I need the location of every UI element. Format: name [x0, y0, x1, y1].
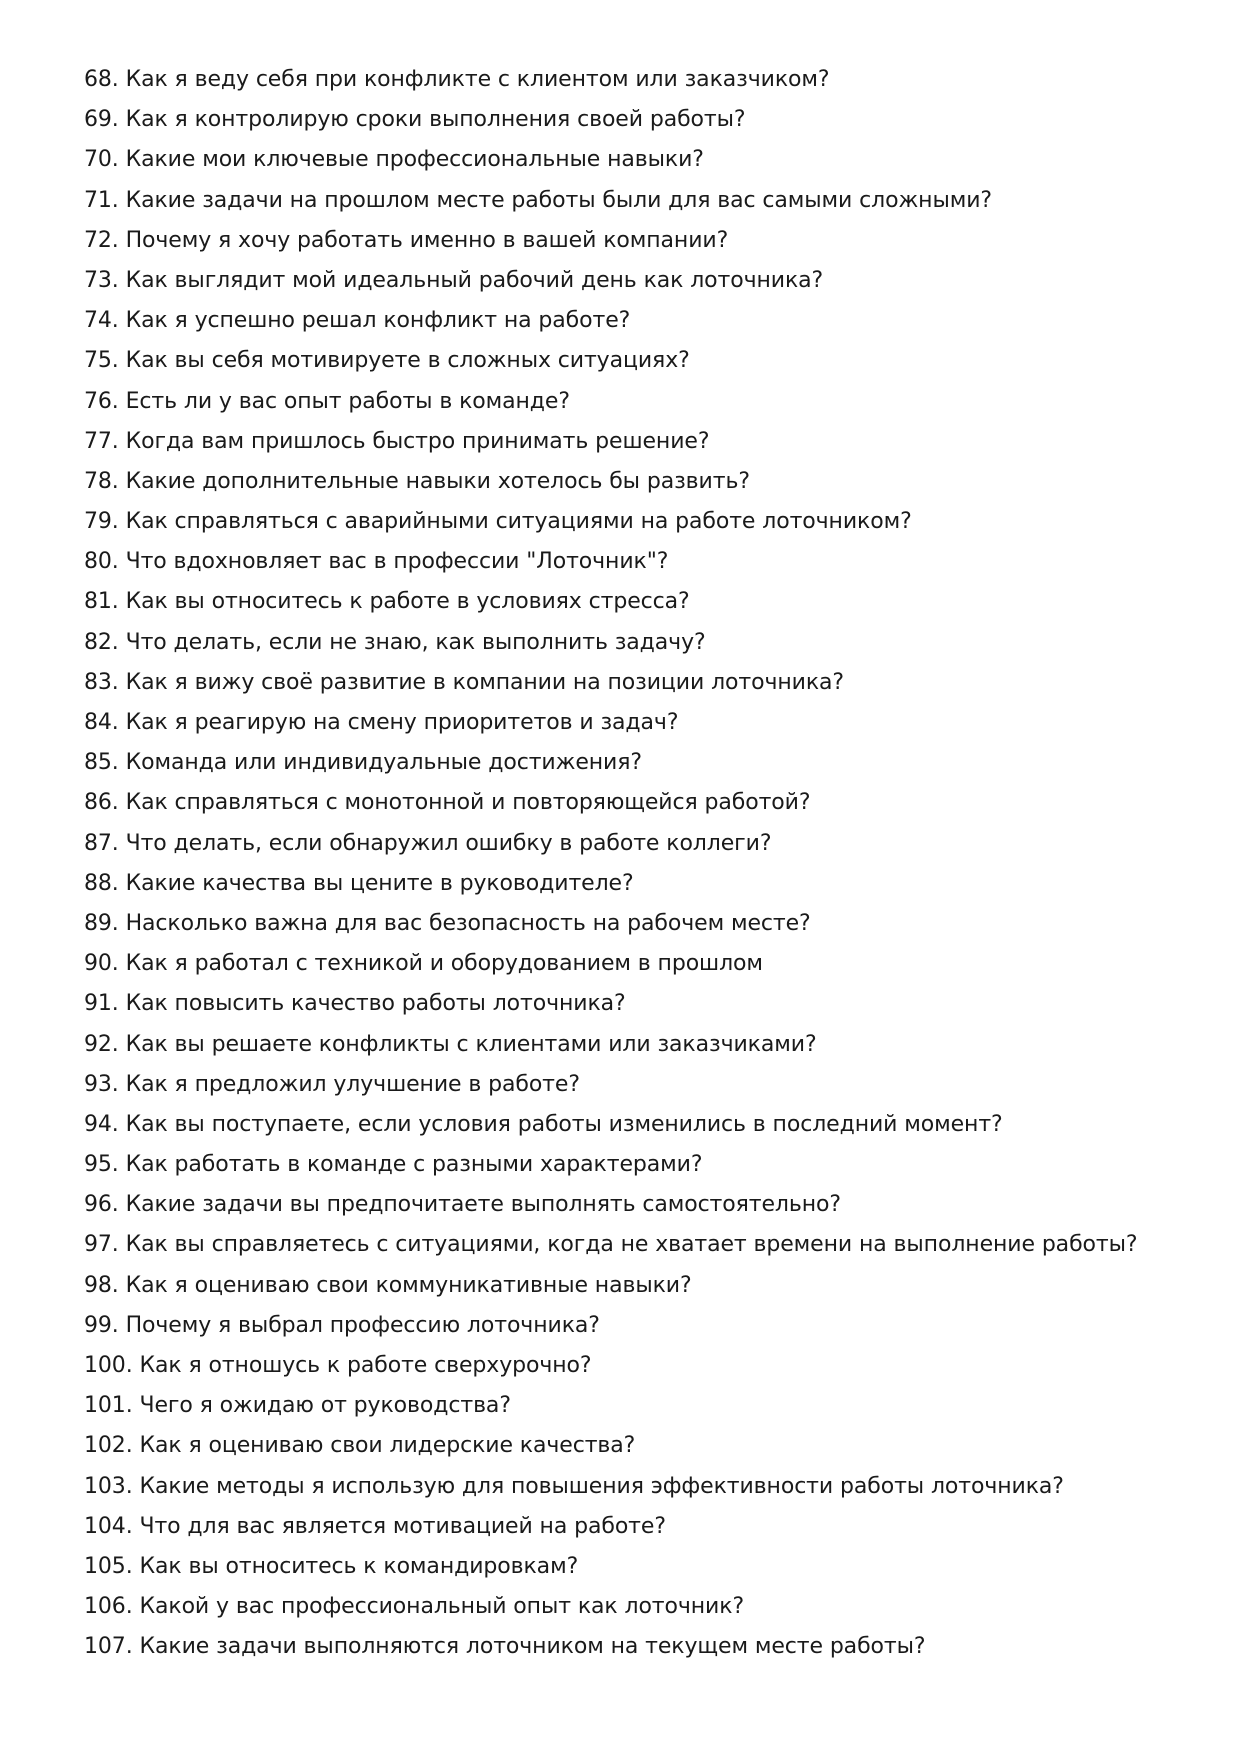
question-101: 101. Чего я ожидаю от руководства?: [84, 1393, 511, 1419]
question-69: 69. Как я контролирую сроки выполнения своей работы?: [84, 107, 746, 133]
question-83: 83. Как я вижу своё развитие в компании на позиции лоточника?: [84, 669, 845, 695]
question-100: 100. Как я отношусь к работе сверхурочно?: [84, 1353, 592, 1378]
question-72: 72. Почему я хочу работать именно в вашей компании?: [84, 227, 729, 253]
question-94: 94. Как вы поступаете, если условия работы изменились в последний момент?: [84, 1111, 1003, 1137]
question-80: 80. Что вдохновляет вас в профессии "Лоточник"?: [84, 549, 669, 575]
question-107: 107. Какие задачи выполняются лоточником на текущем месте работы?: [84, 1634, 926, 1660]
question-68: 68. Как я веду себя при конфликте с клиентом или заказчиком?: [84, 67, 830, 92]
question-102: 102. Как я оцениваю свои лидерские качества?: [84, 1433, 636, 1459]
question-81: 81. Как вы относитесь к работе в условиях стресса?: [84, 589, 690, 615]
question-95: 95. Как работать в команде с разными характерами?: [84, 1152, 703, 1178]
question-93: 93. Как я предложил улучшение в работе?: [84, 1071, 580, 1097]
question-84: 84. Как я реагирую на смену приоритетов и задач?: [84, 710, 679, 735]
question-98: 98. Как я оцениваю свои коммуникативные навыки?: [84, 1272, 692, 1298]
question-86: 86. Как справляться с монотонной и повторяющейся работой?: [84, 790, 811, 816]
question-76: 76. Есть ли у вас опыт работы в команде?: [84, 388, 570, 414]
question-75: 75. Как вы себя мотивируете в сложных ситуациях?: [84, 348, 690, 374]
question-87: 87. Что делать, если обнаружил ошибку в работе коллеги?: [84, 830, 772, 856]
question-97: 97. Как вы справляетесь с ситуациями, когда не хватает времени на выполнение работы?: [84, 1232, 1138, 1258]
question-71: 71. Какие задачи на прошлом месте работы были для вас самыми сложными?: [84, 187, 993, 213]
question-105: 105. Как вы относитесь к командировкам?: [84, 1553, 579, 1579]
question-104: 104. Что для вас является мотивацией на работе?: [84, 1513, 666, 1539]
question-82: 82. Что делать, если не знаю, как выполнить задачу?: [84, 629, 706, 655]
question-list: [84, 60, 1184, 1668]
question-96: 96. Какие задачи вы предпочитаете выполнять самостоятельно?: [84, 1192, 841, 1218]
question-70: 70. Какие мои ключевые профессиональные навыки?: [84, 147, 704, 173]
question-91: 91. Как повысить качество работы лоточника?: [84, 991, 626, 1017]
question-89: 89. Насколько важна для вас безопасность на рабочем месте?: [84, 910, 811, 936]
question-78: 78. Какие дополнительные навыки хотелось бы развить?: [84, 468, 750, 494]
question-88: 88. Какие качества вы цените в руководителе?: [84, 870, 634, 896]
question-90: 90. Как я работал с техникой и оборудованием в прошлом: [84, 951, 763, 977]
question-73: 73. Как выглядит мой идеальный рабочий день как лоточника?: [84, 267, 824, 293]
question-92: 92. Как вы решаете конфликты с клиентами или заказчиками?: [84, 1031, 817, 1057]
question-103: 103. Какие методы я использую для повышения эффективности работы лоточника?: [84, 1473, 1064, 1499]
question-74: 74. Как я успешно решал конфликт на работе?: [84, 308, 631, 334]
question-79: 79. Как справляться с аварийными ситуациями на работе лоточником?: [84, 509, 912, 535]
question-85: 85. Команда или индивидуальные достижения?: [84, 750, 642, 776]
question-99: 99. Почему я выбрал профессию лоточника?: [84, 1312, 600, 1338]
question-106: 106. Какой у вас профессиональный опыт как лоточник?: [84, 1594, 745, 1620]
question-77: 77. Когда вам пришлось быстро принимать решение?: [84, 428, 710, 454]
